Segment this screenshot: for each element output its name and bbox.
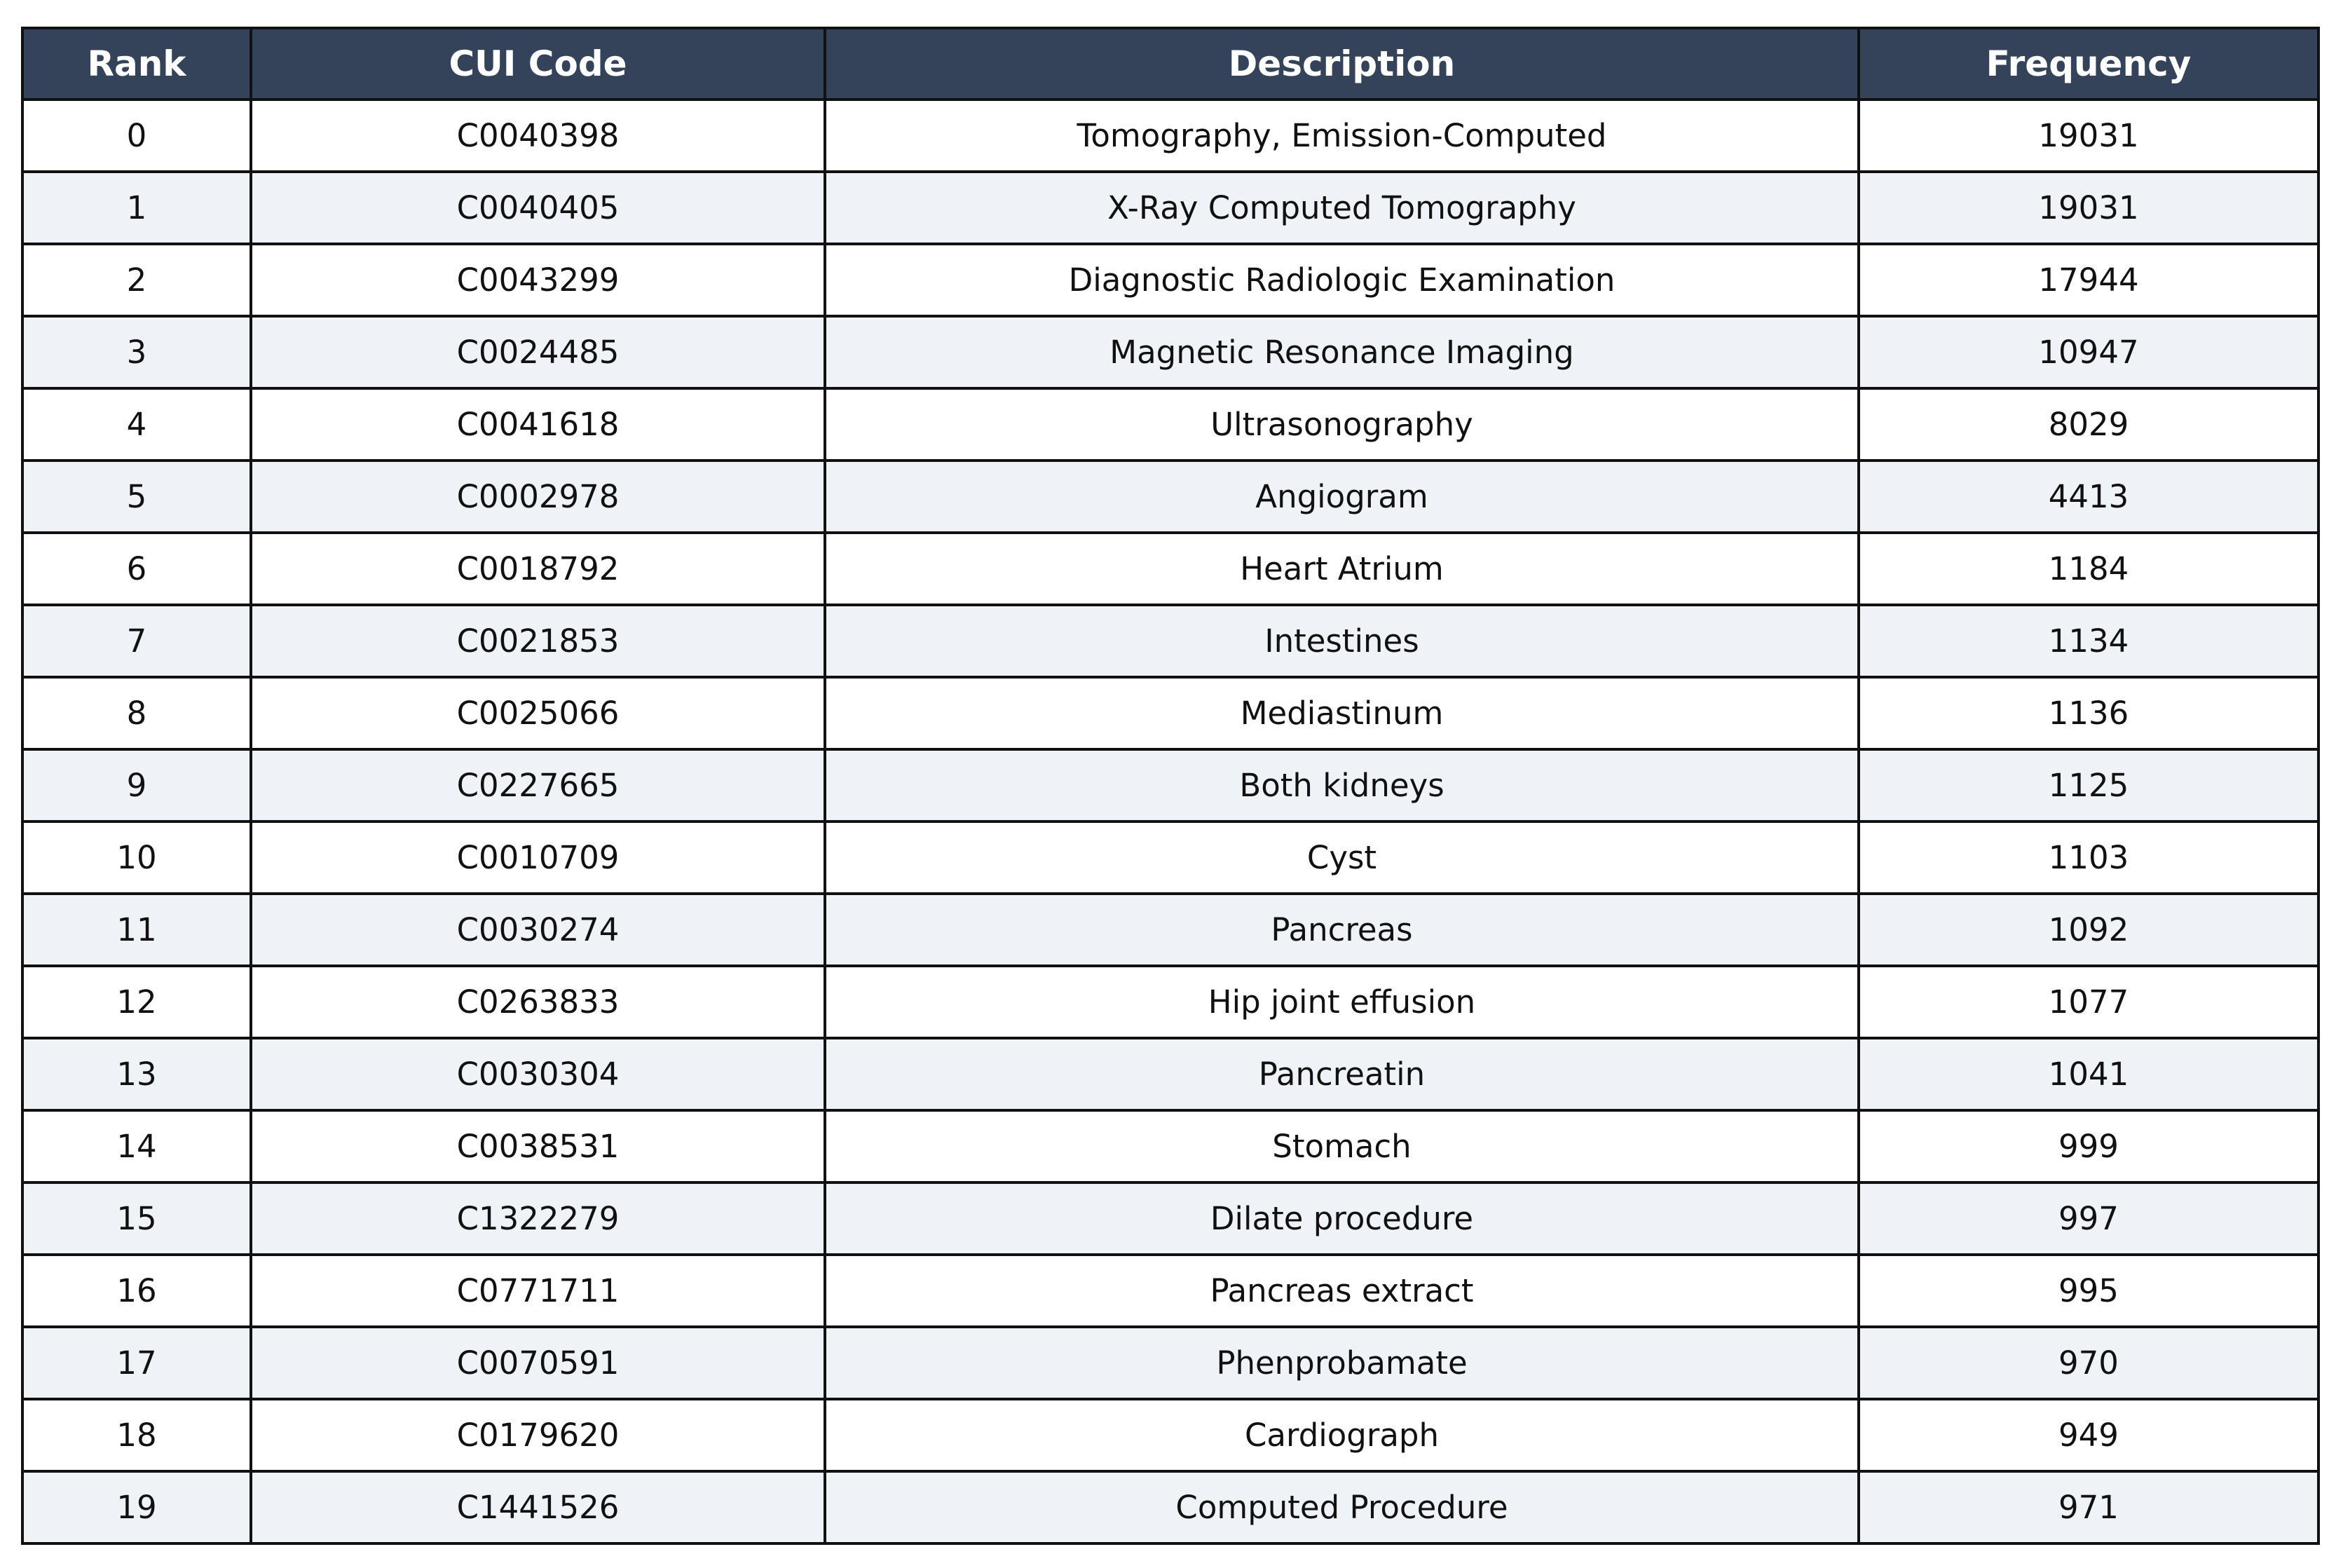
header-description: Description: [825, 28, 1859, 100]
cell-frequency: 1125: [1859, 749, 2318, 822]
cell-rank: 19: [22, 1471, 251, 1543]
cell-description: Heart Atrium: [825, 533, 1859, 605]
cell-rank: 11: [22, 894, 251, 966]
cell-description: X-Ray Computed Tomography: [825, 172, 1859, 244]
cell-rank: 17: [22, 1327, 251, 1399]
cell-cui-code: C0030274: [251, 894, 825, 966]
cell-rank: 12: [22, 966, 251, 1038]
table-row: [22, 461, 2318, 533]
cell-description: Angiogram: [825, 461, 1859, 533]
cell-cui-code: C0002978: [251, 461, 825, 533]
cell-frequency: 17944: [1859, 244, 2318, 316]
cell-description: Stomach: [825, 1110, 1859, 1182]
cell-frequency: 999: [1859, 1110, 2318, 1182]
cell-frequency: 19031: [1859, 100, 2318, 172]
table-row: [22, 966, 2318, 1038]
cell-cui-code: C0021853: [251, 605, 825, 677]
cell-cui-code: C0263833: [251, 966, 825, 1038]
table-row: [22, 100, 2318, 172]
cell-rank: 6: [22, 533, 251, 605]
cell-description: Both kidneys: [825, 749, 1859, 822]
cell-frequency: 971: [1859, 1471, 2318, 1543]
table-row: [22, 1110, 2318, 1182]
header-rank: Rank: [22, 28, 251, 100]
table-row: [22, 749, 2318, 822]
cell-description: Phenprobamate: [825, 1327, 1859, 1399]
cell-cui-code: C0010709: [251, 822, 825, 894]
cell-cui-code: C0025066: [251, 677, 825, 749]
cell-rank: 3: [22, 316, 251, 388]
cell-description: Cardiograph: [825, 1399, 1859, 1471]
cell-rank: 0: [22, 100, 251, 172]
cell-cui-code: C0041618: [251, 388, 825, 461]
cell-rank: 14: [22, 1110, 251, 1182]
cell-cui-code: C0040398: [251, 100, 825, 172]
table-row: [22, 388, 2318, 461]
cell-cui-code: C0024485: [251, 316, 825, 388]
cell-rank: 7: [22, 605, 251, 677]
cell-frequency: 1077: [1859, 966, 2318, 1038]
table-row: [22, 533, 2318, 605]
cell-frequency: 10947: [1859, 316, 2318, 388]
cell-frequency: 19031: [1859, 172, 2318, 244]
cell-rank: 16: [22, 1255, 251, 1327]
table-row: [22, 172, 2318, 244]
cell-rank: 13: [22, 1038, 251, 1110]
table-row: [22, 316, 2318, 388]
cell-cui-code: C0179620: [251, 1399, 825, 1471]
cell-frequency: 1103: [1859, 822, 2318, 894]
cell-cui-code: C0040405: [251, 172, 825, 244]
table-body: [22, 100, 2318, 1543]
cell-rank: 10: [22, 822, 251, 894]
cell-description: Magnetic Resonance Imaging: [825, 316, 1859, 388]
cui-frequency-table: [21, 27, 2320, 1545]
cell-frequency: 1134: [1859, 605, 2318, 677]
table-row: [22, 1471, 2318, 1543]
header-row: [22, 28, 2318, 100]
cell-frequency: 1041: [1859, 1038, 2318, 1110]
table-row: [22, 677, 2318, 749]
cell-rank: 4: [22, 388, 251, 461]
cell-description: Ultrasonography: [825, 388, 1859, 461]
cell-description: Dilate procedure: [825, 1182, 1859, 1255]
cell-description: Diagnostic Radiologic Examination: [825, 244, 1859, 316]
cell-frequency: 995: [1859, 1255, 2318, 1327]
cell-description: Hip joint effusion: [825, 966, 1859, 1038]
cell-rank: 1: [22, 172, 251, 244]
cell-cui-code: C0018792: [251, 533, 825, 605]
cell-frequency: 4413: [1859, 461, 2318, 533]
cell-cui-code: C0030304: [251, 1038, 825, 1110]
cell-cui-code: C1322279: [251, 1182, 825, 1255]
cell-cui-code: C1441526: [251, 1471, 825, 1543]
cell-description: Pancreas: [825, 894, 1859, 966]
cell-rank: 18: [22, 1399, 251, 1471]
cell-description: Computed Procedure: [825, 1471, 1859, 1543]
cell-description: Pancreatin: [825, 1038, 1859, 1110]
cell-cui-code: C0771711: [251, 1255, 825, 1327]
table-row: [22, 1399, 2318, 1471]
cell-description: Intestines: [825, 605, 1859, 677]
table-row: [22, 1255, 2318, 1327]
cell-description: Pancreas extract: [825, 1255, 1859, 1327]
cell-frequency: 997: [1859, 1182, 2318, 1255]
table-row: [22, 822, 2318, 894]
cell-cui-code: C0038531: [251, 1110, 825, 1182]
cell-frequency: 1092: [1859, 894, 2318, 966]
cell-rank: 2: [22, 244, 251, 316]
table-row: [22, 244, 2318, 316]
cell-rank: 8: [22, 677, 251, 749]
cell-cui-code: C0227665: [251, 749, 825, 822]
header-cui-code: CUI Code: [251, 28, 825, 100]
header-frequency: Frequency: [1859, 28, 2318, 100]
cell-frequency: 949: [1859, 1399, 2318, 1471]
table-row: [22, 605, 2318, 677]
cell-frequency: 1136: [1859, 677, 2318, 749]
table-row: [22, 894, 2318, 966]
table-row: [22, 1327, 2318, 1399]
cell-cui-code: C0070591: [251, 1327, 825, 1399]
cell-description: Mediastinum: [825, 677, 1859, 749]
cell-rank: 5: [22, 461, 251, 533]
cell-description: Tomography, Emission-Computed: [825, 100, 1859, 172]
table-row: [22, 1038, 2318, 1110]
cell-description: Cyst: [825, 822, 1859, 894]
cell-frequency: 970: [1859, 1327, 2318, 1399]
table-row: [22, 1182, 2318, 1255]
table-header: [22, 28, 2318, 100]
cell-frequency: 8029: [1859, 388, 2318, 461]
cell-cui-code: C0043299: [251, 244, 825, 316]
cell-frequency: 1184: [1859, 533, 2318, 605]
cell-rank: 15: [22, 1182, 251, 1255]
cell-rank: 9: [22, 749, 251, 822]
